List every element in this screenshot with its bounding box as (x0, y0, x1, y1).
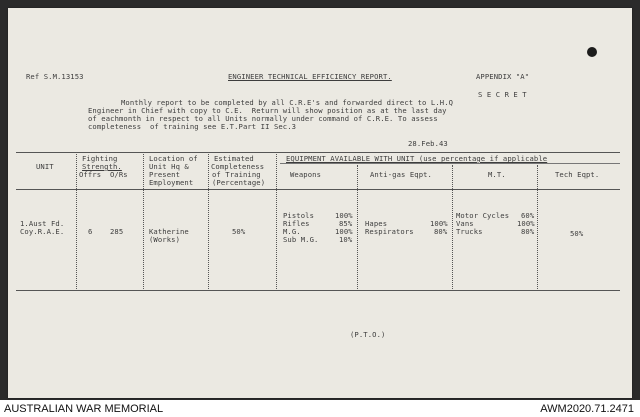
header-estimated-4: (Percentage) (212, 178, 266, 187)
header-weapons: Weapons (290, 170, 321, 179)
location-value-2: (Works) (149, 235, 180, 244)
ors-value: 285 (110, 227, 124, 236)
weapon-pct: 100% (335, 227, 353, 236)
col-separator (537, 165, 538, 289)
header-location-4: Employment (149, 178, 194, 187)
header-strength: Strength. (82, 162, 122, 171)
antigas-pct: 80% (434, 227, 448, 236)
weapon-name: Rifles (283, 219, 310, 228)
header-location-3: Present (149, 170, 180, 179)
weapon-pct: 85% (339, 219, 353, 228)
document-page (8, 8, 632, 398)
mt-name: Trucks (456, 227, 483, 236)
col-separator (452, 165, 453, 289)
unit-name-line-1: 1.Aust Fd. (20, 219, 65, 228)
intro-line-2: Engineer in Chief with copy to C.E. Return will show position as at the last day (88, 106, 447, 115)
table-bottom-rule (16, 290, 620, 291)
report-date: 28.Feb.43 (408, 139, 448, 148)
weapon-name: Sub M.G. (283, 235, 319, 244)
header-location-2: Unit Hq & (149, 162, 189, 171)
mt-pct: 60% (521, 211, 535, 220)
intro-line-4: completeness of training see E.T.Part II Sec.3 (88, 122, 297, 131)
header-tech: Tech Eqpt. (555, 170, 600, 179)
antigas-name: Respirators (365, 227, 414, 236)
intro-line-1: Monthly report to be completed by all C.R.E's and forwarded direct to L.H.Q (121, 98, 454, 107)
header-estimated-1: Estimated (214, 154, 254, 163)
header-estimated-2: Completeness (211, 162, 265, 171)
col-separator (143, 154, 144, 289)
antigas-pct: 100% (430, 219, 448, 228)
header-unit: UNIT (36, 162, 54, 171)
header-estimated-3: of Training (212, 170, 261, 179)
mt-name: Motor Cycles (456, 211, 510, 220)
tech-value: 50% (570, 229, 584, 238)
reference-number: Ref S.M.13153 (26, 72, 84, 81)
mt-name: Vans (456, 219, 474, 228)
antigas-name: Hapes (365, 219, 388, 228)
header-equipment-text: EQUIPMENT AVAILABLE WITH UNIT (use percentage if applicable (286, 154, 548, 163)
appendix-label: APPENDIX "A" (476, 72, 530, 81)
weapon-name: M.G. (283, 227, 301, 236)
archive-name: AUSTRALIAN WAR MEMORIAL (4, 403, 164, 415)
weapon-pct: 100% (335, 211, 353, 220)
col-separator (76, 154, 77, 289)
mt-pct: 80% (521, 227, 535, 236)
report-title: ENGINEER TECHNICAL EFFICIENCY REPORT. (228, 72, 392, 81)
archive-reference: AWM2020.71.2471 (540, 403, 634, 415)
mt-pct: 100% (517, 219, 535, 228)
col-separator (276, 154, 277, 289)
intro-line-3: of eachmonth in respect to all Units normally under command of C.R.E. To assess (88, 114, 438, 123)
location-value-1: Katherine (149, 227, 189, 236)
col-separator (357, 165, 358, 289)
header-fighting: Fighting (82, 154, 118, 163)
completeness-value: 50% (232, 227, 246, 236)
equipment-subrule (280, 163, 620, 164)
header-offrs: Offrs (79, 170, 102, 179)
secret-label: S E C R E T (478, 90, 527, 99)
header-equipment (286, 155, 547, 163)
unit-name-line-2: Coy.R.A.E. (20, 227, 65, 236)
weapon-pct: 10% (339, 235, 353, 244)
header-antigas: Anti-gas Eqpt. (370, 170, 432, 179)
header-mt: M.T. (488, 170, 506, 179)
archive-caption-bar (0, 400, 640, 417)
table-top-rule (16, 152, 620, 153)
punch-hole (587, 47, 597, 57)
header-ors: O/Rs (110, 170, 128, 179)
pto-note: (P.T.O.) (350, 330, 386, 339)
header-location-1: Location of (149, 154, 198, 163)
table-header-rule (16, 189, 620, 190)
weapon-name: Pistols (283, 211, 314, 220)
col-separator (208, 154, 209, 289)
offrs-value: 6 (88, 227, 93, 236)
